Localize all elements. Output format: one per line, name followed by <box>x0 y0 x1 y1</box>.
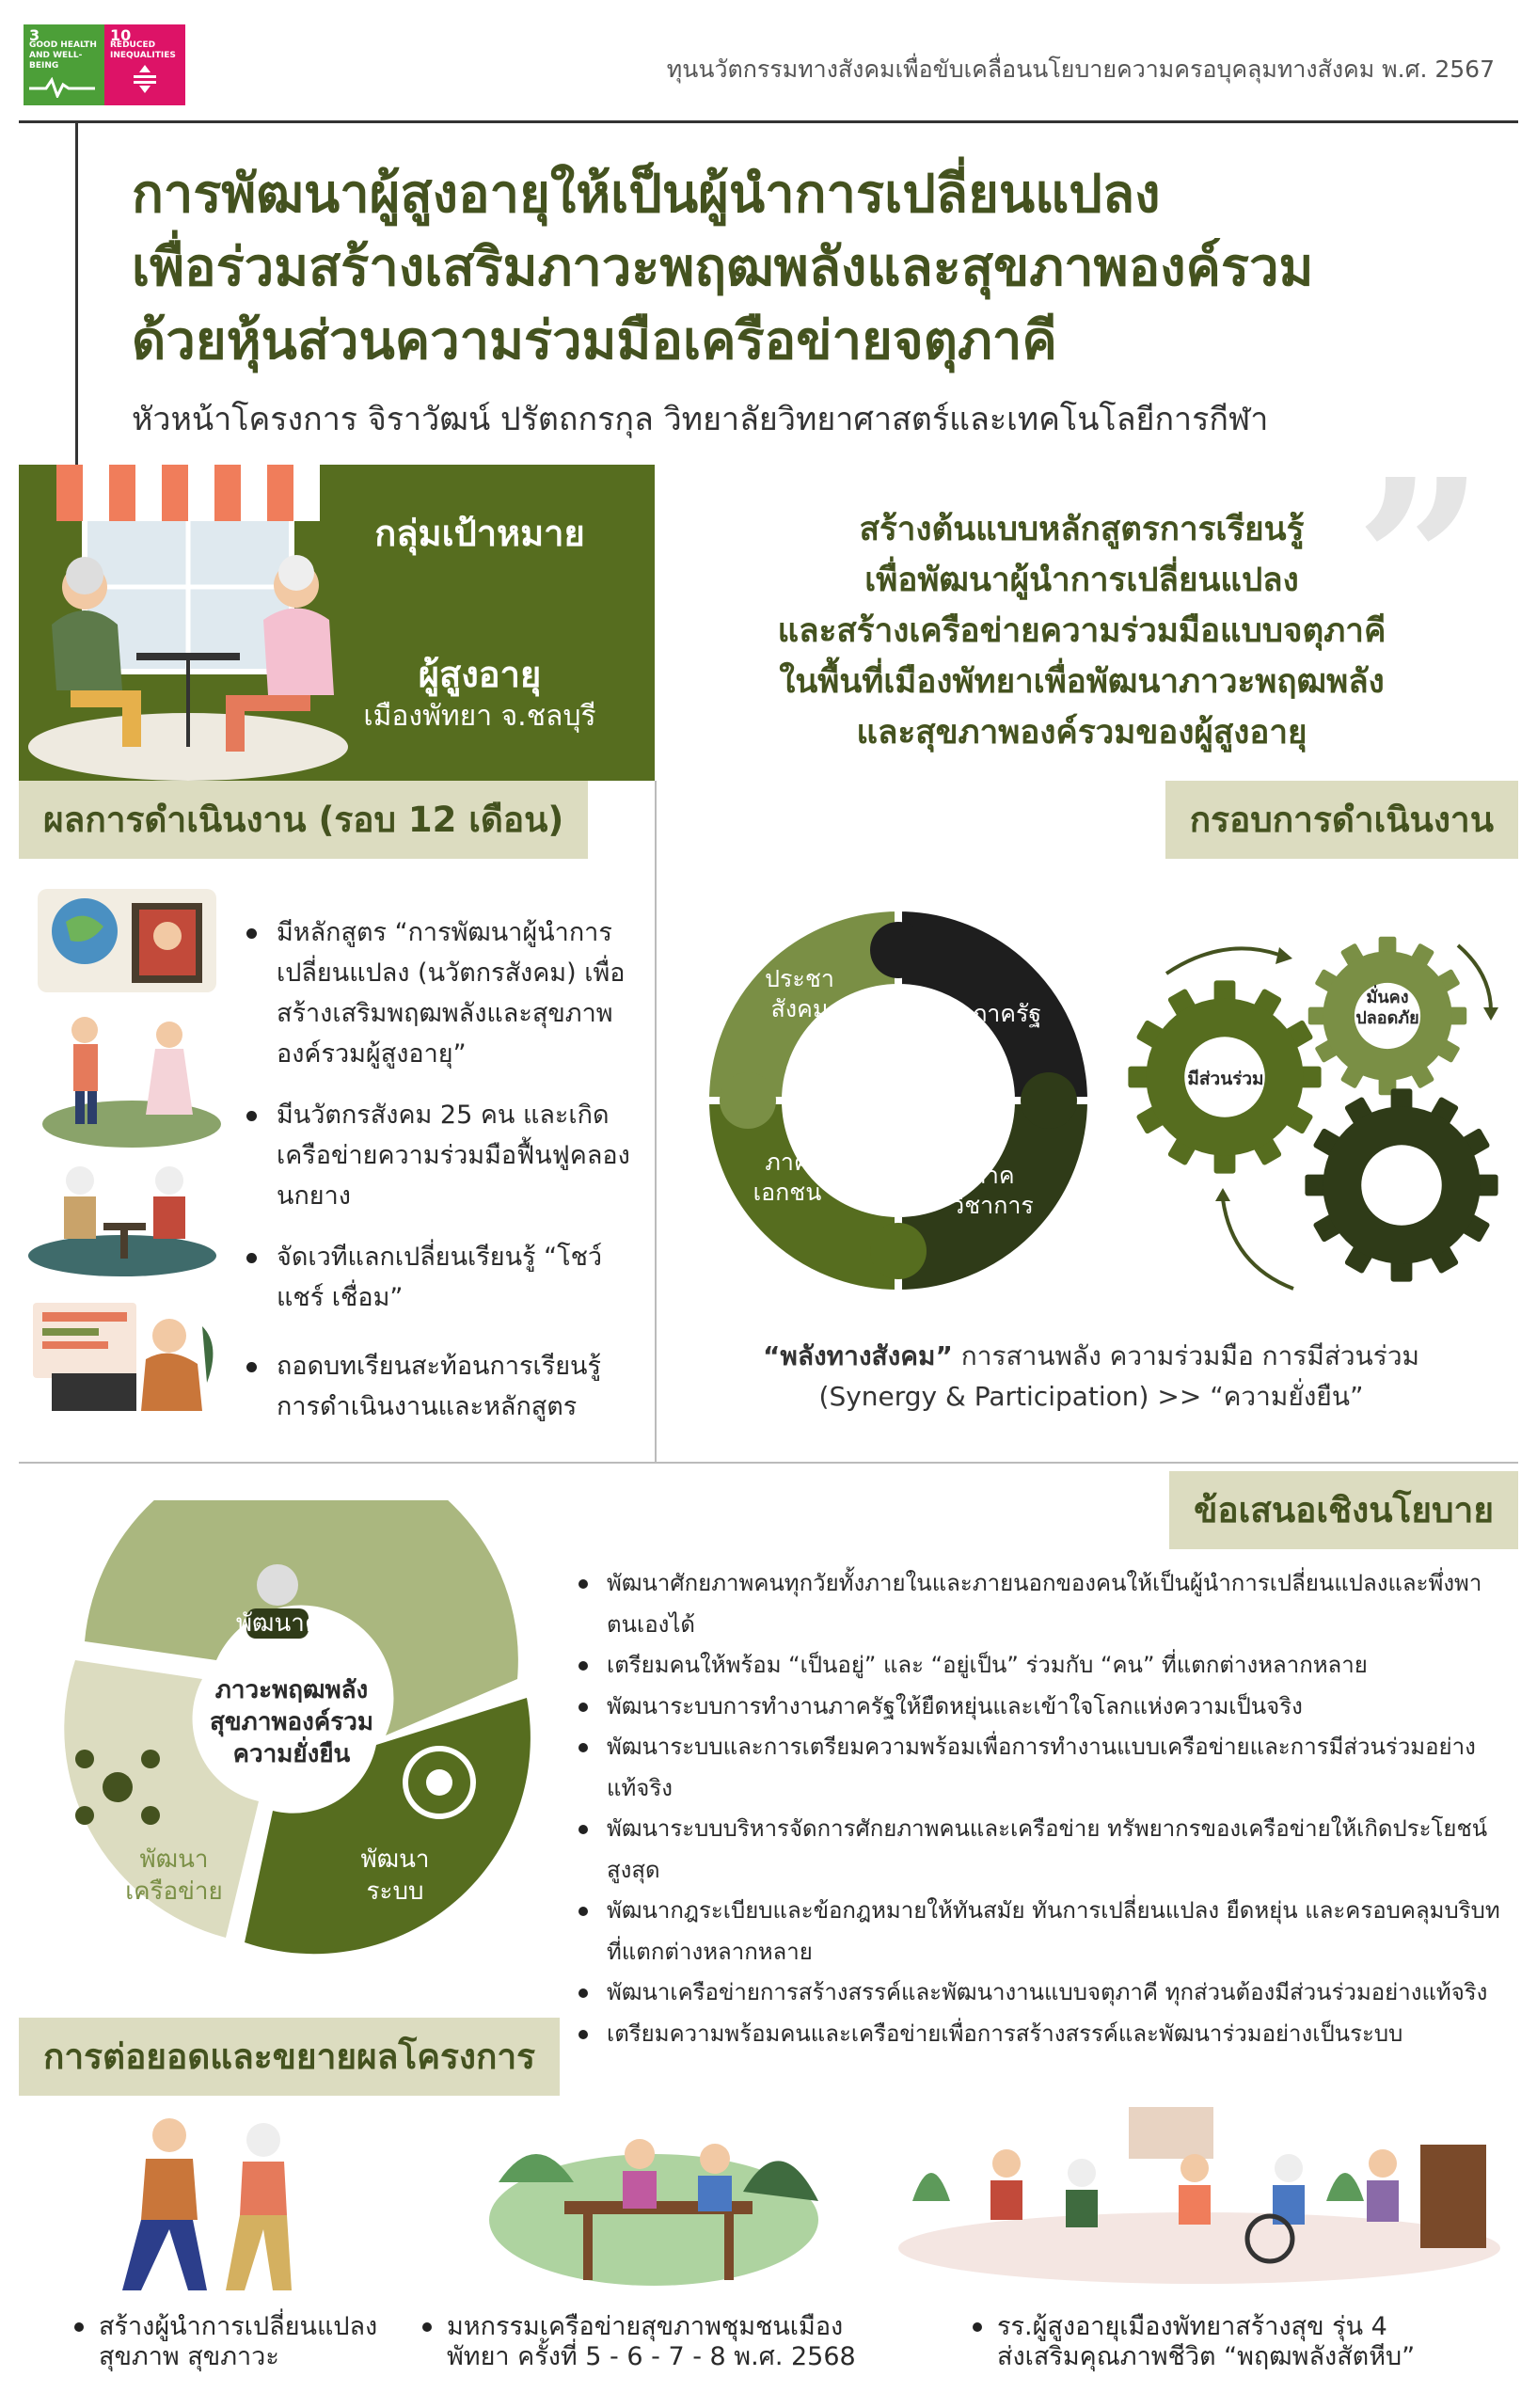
cycle-arrow-bottom <box>1223 1199 1293 1289</box>
result-item: มีนวัตกรสังคม 25 คน และเกิดเครือข่ายความร่วมมือฟื้นฟูคลองนกยาง <box>245 1095 640 1216</box>
project-lead: หัวหน้าโครงการ จิราวัฒน์ ปรัตถกรกุล วิทยาลัยวิทยาศาสตร์และเทคโนโลยีการกีฬา <box>132 401 1269 438</box>
section-divider <box>19 1462 1518 1464</box>
results-illustrations <box>28 879 230 1444</box>
elderly-cafe-illustration <box>28 465 348 781</box>
result-item: มีหลักสูตร “การพัฒนาผู้นำการเปลี่ยนแปลง (นวัตกรสังคม) เพื่อสร้างเสริมพฤฒพลังและสุขภาพองค์รวมผู้สูงอายุ” <box>245 912 640 1074</box>
sdg-goal-3-label: GOOD HEALTH AND WELL-BEING <box>29 40 97 71</box>
sdg-goal-10-number: 10 <box>110 26 132 44</box>
quote-icon: ” <box>1355 430 1485 695</box>
quadrant-private-label: ภาค เอกชน <box>753 1149 822 1206</box>
top-divider <box>19 120 1518 123</box>
mission-line: เพื่อพัฒนาผู้นำการเปลี่ยนแปลง <box>864 562 1299 599</box>
elder-face-icon <box>257 1564 298 1606</box>
synergy-bold: “พลังทางสังคม” <box>762 1340 953 1371</box>
gear-secure-label: มั่นคง ปลอดภัย <box>1355 988 1419 1028</box>
policy-item: พัฒนาศักยภาพคนทุกวัยทั้งภายในและภายนอกของคนให้เป็นผู้นำการเปลี่ยนแปลงและพึ่งพาตนเองได้ <box>569 1563 1510 1645</box>
cycle-people-label: พัฒนาคน <box>235 1609 339 1638</box>
synergy-text: การสานพลัง ความร่วมมือ การมีส่วนร่วม <box>952 1340 1420 1371</box>
mission-line: สร้างต้นแบบหลักสูตรการเรียนรู้ <box>859 511 1305 548</box>
policy-item: พัฒนากฎระเบียบและข้อกฎหมายให้ทันสมัย ทันการเปลี่ยนแปลง ยืดหยุ่น และครอบคลุมบริบทที่แตกต่างหลากหลาย <box>569 1891 1510 1972</box>
cycle-arrow-top <box>1166 948 1279 974</box>
results-list <box>245 912 640 1440</box>
result-item: จัดเวทีแลกเปลี่ยนเรียนรู้ “โชว์ แชร์ เชื่อม” <box>245 1237 640 1318</box>
framework-heading: กรอบการดำเนินงาน <box>1165 781 1518 859</box>
extension-item: รร.ผู้สูงอายุเมืองพัทยาสร้างสุข รุ่น 4 ส่งเสริมคุณภาพชีวิต “พฤฒพลังสัตหีบ” <box>997 2312 1416 2371</box>
fund-title: ทุนนวัตกรรมทางสังคมเพื่อขับเคลื่อนนโยบายความครอบุคลุมทางสังคม พ.ศ. 2567 <box>666 55 1495 83</box>
extension-heading: การต่อยอดและขยายผลโครงการ <box>19 2018 560 2096</box>
sdg-goal-3-badge <box>24 24 104 105</box>
mission-statement <box>687 504 1477 758</box>
cycle-system-label: พัฒนา ระบบ <box>360 1846 430 1906</box>
target-location: เมืองพัทยา จ.ชลบุรี <box>363 700 596 733</box>
sdg-goal-3-number: 3 <box>29 26 40 44</box>
gears-diagram <box>1119 927 1514 1303</box>
policy-item: พัฒนาระบบการทำงานภาครัฐให้ยืดหยุ่นและเข้าใจโลกแห่งความเป็นจริง <box>569 1687 1510 1728</box>
title-line-2: เพื่อร่วมสร้างเสริมภาวะพฤฒพลังและสุขภาพองค์รวม <box>132 237 1314 298</box>
cycle-arrow-right <box>1458 945 1491 1011</box>
results-heading: ผลการดำเนินงาน (รอบ 12 เดือน) <box>19 781 588 859</box>
extension-item: มหกรรมเครือข่ายสุขภาพชุมชนเมือง พัทยา ครั้งที่ 5 - 6 - 7 - 8 พ.ศ. 2568 <box>447 2312 856 2371</box>
policy-item: พัฒนาระบบบริหารจัดการศักยภาพคนและเครือข่าย ทรัพยากรของเครือข่ายให้เกิดประโยชน์สูงสุด <box>569 1809 1510 1891</box>
laptop-learning-illustration <box>33 1303 213 1411</box>
heartbeat-icon <box>29 77 95 98</box>
quadruple-helix-diagram <box>696 898 1101 1303</box>
extension-item: สร้างผู้นำการเปลี่ยนแปลง สุขภาพ สุขภาวะ <box>99 2312 378 2371</box>
sdg-goal-10-label: REDUCED INEQUALITIES <box>110 40 176 60</box>
synergy-statement <box>696 1336 1486 1417</box>
quadrant-state-label: ภาครัฐ <box>971 1000 1042 1027</box>
target-heading: กลุ่มเป้าหมาย <box>374 513 585 554</box>
dancing-elders-illustration <box>42 1017 221 1148</box>
mission-line: และสุขภาพองค์รวมของผู้สูงอายุ <box>856 714 1307 752</box>
policy-item: พัฒนาระบบและการเตรียมความพร้อมเพื่อการทำงานแบบเครือข่ายและการมีส่วนร่วมอย่างแท้จริง <box>569 1727 1510 1809</box>
curriculum-book-illustration <box>38 889 216 992</box>
policy-item: เตรียมคนให้พร้อม “เป็นอยู่” และ “อยู่เป็น” ร่วมกับ “คน” ที่แตกต่างหลากหลาย <box>569 1645 1510 1687</box>
policy-list <box>569 1563 1510 2054</box>
health-fair-illustration <box>480 2107 828 2295</box>
column-divider <box>655 781 657 1462</box>
cycle-network-label: พัฒนา เครือข่าย <box>125 1846 223 1906</box>
elderly-school-illustration <box>894 2088 1505 2286</box>
page-title <box>132 158 1524 378</box>
gear-participate-label: มีส่วนร่วม <box>1187 1069 1264 1089</box>
dancing-leaders-illustration <box>85 2107 339 2295</box>
policy-item: พัฒนาเครือข่ายการสร้างสรรค์และพัฒนางานแบบจตุภาคี ทุกส่วนต้องมีส่วนร่วมอย่างแท้จริง <box>569 1972 1510 2014</box>
mission-line: ในพื้นที่เมืองพัทยาเพื่อพัฒนาภาวะพฤฒพลัง <box>779 663 1385 701</box>
quadrant-academic-label: ภาค วิชาการ <box>951 1162 1034 1219</box>
policy-item: เตรียมความพร้อมคนและเครือข่ายเพื่อการสร้างสรรค์และพัฒนาร่วมอย่างเป็นระบบ <box>569 2014 1510 2055</box>
policy-heading: ข้อเสนอเชิงนโยบาย <box>1169 1471 1518 1549</box>
synergy-line-2: (Synergy & Participation) >> “ความยั่งยืน” <box>818 1381 1364 1412</box>
title-line-3: ด้วยหุ้นส่วนความร่วมมือเครือข่ายจตุภาคี <box>132 310 1057 372</box>
sdg-goal-10-badge <box>104 24 185 105</box>
equality-icon <box>126 65 164 93</box>
gear-health-label: สุขภาพ <box>1369 1180 1434 1203</box>
mission-line: และสร้างเครือข่ายความร่วมมือแบบจตุภาคี <box>777 612 1386 650</box>
cycle-center-label: ภาวะพฤฒพลัง สุขภาพองค์รวม ความยั่งยืน <box>210 1676 373 1768</box>
chess-elders-illustration <box>28 1166 216 1276</box>
title-accent-line <box>75 123 78 467</box>
title-line-1: การพัฒนาผู้สูงอายุให้เป็นผู้นำการเปลี่ยนแปลง <box>132 164 1161 225</box>
result-item: ถอดบทเรียนสะท้อนการเรียนรู้การดำเนินงานและหลักสูตร <box>245 1346 640 1427</box>
quadrant-civil-label: ประชา สังคม <box>765 965 834 1022</box>
target-group-name: ผู้สูงอายุ <box>418 654 542 695</box>
